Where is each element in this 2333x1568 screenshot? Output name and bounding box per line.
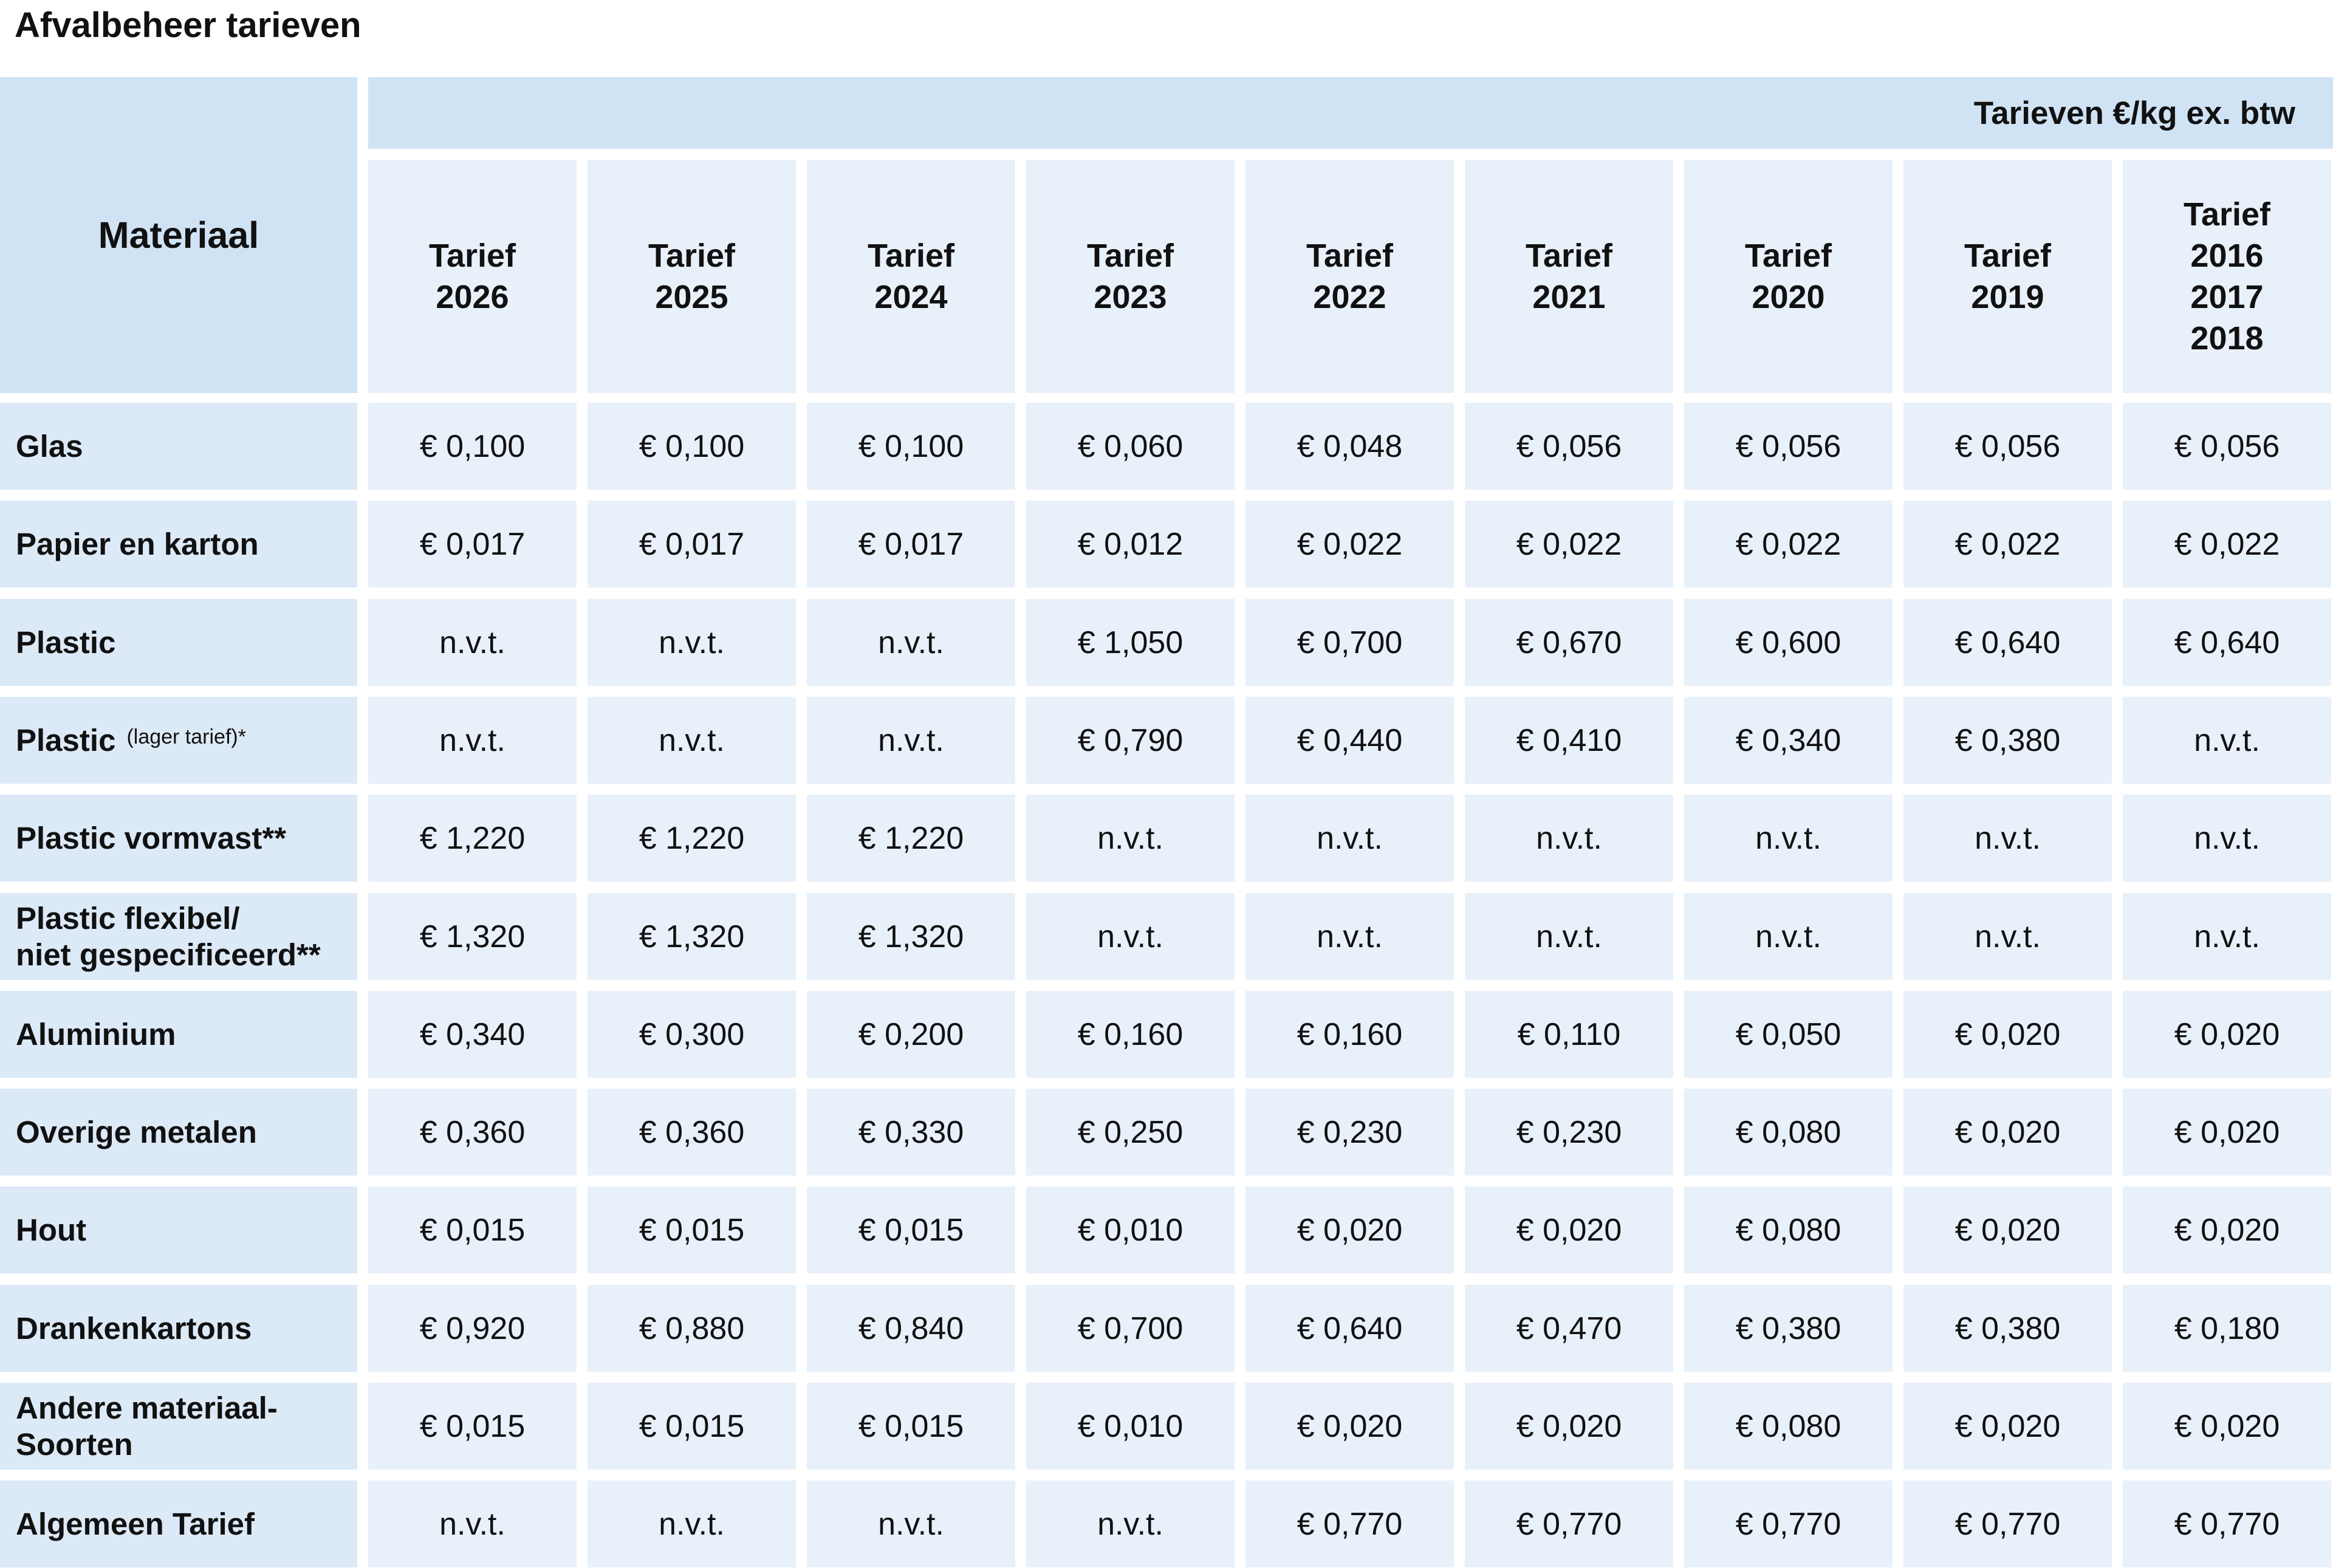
tariff-value: € 0,410 bbox=[1465, 697, 1673, 784]
tariff-value: € 0,022 bbox=[2123, 501, 2331, 587]
row-label bbox=[0, 991, 357, 1078]
tariff-value: € 0,250 bbox=[1026, 1089, 1235, 1176]
column-header: Tarief 2021 bbox=[1465, 160, 1673, 393]
tariff-value: € 1,320 bbox=[807, 893, 1015, 980]
tariff-value: € 0,022 bbox=[1245, 501, 1454, 587]
tariff-value: € 0,015 bbox=[807, 1383, 1015, 1470]
tariff-value: n.v.t. bbox=[1026, 893, 1235, 980]
column-header: Tarief 2016 2017 2018 bbox=[2123, 160, 2331, 393]
tariff-value: € 0,017 bbox=[368, 501, 577, 587]
row-label-text: Aluminium bbox=[16, 1016, 176, 1052]
tariff-value: n.v.t. bbox=[1245, 893, 1454, 980]
tariff-value: € 0,080 bbox=[1684, 1186, 1893, 1273]
tariff-value: € 0,048 bbox=[1245, 403, 1454, 490]
tariff-value: n.v.t. bbox=[1684, 893, 1893, 980]
tariff-value: € 0,230 bbox=[1245, 1089, 1454, 1176]
tariff-value: € 0,380 bbox=[1684, 1285, 1893, 1372]
tariff-value: € 0,020 bbox=[1903, 1089, 2112, 1176]
tariff-value: € 0,010 bbox=[1026, 1186, 1235, 1273]
row-label bbox=[0, 1285, 357, 1372]
tariff-value: n.v.t. bbox=[1465, 795, 1673, 882]
tariff-value: € 0,330 bbox=[807, 1089, 1015, 1176]
tariff-value: € 0,920 bbox=[368, 1285, 577, 1372]
row-label bbox=[0, 1089, 357, 1176]
tariff-value: n.v.t. bbox=[2123, 697, 2331, 784]
row-label-text: Plastic flexibel/ niet gespecificeerd** bbox=[16, 900, 321, 972]
unit-header: Tarieven €/kg ex. btw bbox=[368, 77, 2333, 149]
tariff-value: n.v.t. bbox=[588, 599, 796, 686]
tariff-value: € 0,056 bbox=[1684, 403, 1893, 490]
row-label bbox=[0, 1383, 357, 1470]
tariff-value: n.v.t. bbox=[588, 1481, 796, 1567]
tariff-value: € 0,770 bbox=[1465, 1481, 1673, 1567]
tariff-value: € 0,380 bbox=[1903, 1285, 2112, 1372]
tariff-value: € 0,012 bbox=[1026, 501, 1235, 587]
tariff-value: n.v.t. bbox=[1026, 795, 1235, 882]
tariff-value: n.v.t. bbox=[368, 697, 577, 784]
tariff-value: n.v.t. bbox=[368, 1481, 577, 1567]
tariff-value: € 0,020 bbox=[1245, 1383, 1454, 1470]
column-header: Tarief 2024 bbox=[807, 160, 1015, 393]
column-header: Tarief 2020 bbox=[1684, 160, 1893, 393]
tariff-value: n.v.t. bbox=[1903, 893, 2112, 980]
tariff-value: € 0,300 bbox=[588, 991, 796, 1078]
row-label-note: (lager tarief)* bbox=[126, 725, 246, 748]
tariff-value: n.v.t. bbox=[807, 697, 1015, 784]
material-column-header: Materiaal bbox=[0, 77, 357, 393]
tariff-value: € 0,100 bbox=[588, 403, 796, 490]
column-header: Tarief 2019 bbox=[1903, 160, 2112, 393]
tariff-value: € 1,050 bbox=[1026, 599, 1235, 686]
row-label bbox=[0, 795, 357, 882]
tariff-value: € 1,220 bbox=[368, 795, 577, 882]
tariff-value: € 0,080 bbox=[1684, 1089, 1893, 1176]
tariff-value: € 0,360 bbox=[588, 1089, 796, 1176]
tariff-value: € 0,640 bbox=[1245, 1285, 1454, 1372]
column-header: Tarief 2022 bbox=[1245, 160, 1454, 393]
tariff-value: € 0,015 bbox=[368, 1383, 577, 1470]
tariff-value: € 0,180 bbox=[2123, 1285, 2331, 1372]
tariff-value: € 0,380 bbox=[1903, 697, 2112, 784]
column-header: Tarief 2026 bbox=[368, 160, 577, 393]
page-title: Afvalbeheer tarieven bbox=[15, 5, 361, 45]
row-label-text: Plastic vormvast** bbox=[16, 820, 287, 855]
tariff-value: € 0,020 bbox=[1245, 1186, 1454, 1273]
tariff-value: € 0,022 bbox=[1903, 501, 2112, 587]
tariff-value: € 0,160 bbox=[1245, 991, 1454, 1078]
column-header: Tarief 2025 bbox=[588, 160, 796, 393]
tariff-value: € 0,770 bbox=[1245, 1481, 1454, 1567]
tariff-value: € 0,056 bbox=[1465, 403, 1673, 490]
tariff-value: € 0,600 bbox=[1684, 599, 1893, 686]
row-label-text: Algemeen Tarief bbox=[16, 1506, 255, 1541]
row-label-text: Hout bbox=[16, 1212, 87, 1247]
tariff-value: € 0,230 bbox=[1465, 1089, 1673, 1176]
tariff-value: n.v.t. bbox=[1684, 795, 1893, 882]
tariff-value: € 0,100 bbox=[368, 403, 577, 490]
row-label-text: Plastic bbox=[16, 722, 116, 758]
tariff-value: n.v.t. bbox=[2123, 795, 2331, 882]
tariff-value: € 0,015 bbox=[588, 1186, 796, 1273]
tariff-value: € 0,020 bbox=[2123, 1383, 2331, 1470]
tariff-value: € 0,020 bbox=[2123, 1186, 2331, 1273]
tariff-value: € 0,017 bbox=[588, 501, 796, 587]
row-label-text: Drankenkartons bbox=[16, 1310, 252, 1346]
tariff-value: € 0,015 bbox=[807, 1186, 1015, 1273]
tariff-value: € 0,010 bbox=[1026, 1383, 1235, 1470]
tariff-value: € 0,470 bbox=[1465, 1285, 1673, 1372]
tariff-value: n.v.t. bbox=[1026, 1481, 1235, 1567]
tariff-value: n.v.t. bbox=[1245, 795, 1454, 882]
tariff-value: € 0,340 bbox=[368, 991, 577, 1078]
tariff-value: € 0,880 bbox=[588, 1285, 796, 1372]
tariff-value: n.v.t. bbox=[1903, 795, 2112, 882]
tariff-value: € 0,840 bbox=[807, 1285, 1015, 1372]
tariff-value: € 0,050 bbox=[1684, 991, 1893, 1078]
tariff-value: € 0,100 bbox=[807, 403, 1015, 490]
row-label bbox=[0, 893, 357, 980]
tariff-value: € 0,020 bbox=[2123, 991, 2331, 1078]
row-label bbox=[0, 1186, 357, 1273]
tariff-value: € 0,700 bbox=[1026, 1285, 1235, 1372]
tariff-value: € 0,020 bbox=[1903, 991, 2112, 1078]
tariff-value: € 0,770 bbox=[1684, 1481, 1893, 1567]
tariff-value: € 0,056 bbox=[1903, 403, 2112, 490]
tariff-value: € 0,017 bbox=[807, 501, 1015, 587]
row-label bbox=[0, 599, 357, 686]
tariff-value: € 0,015 bbox=[368, 1186, 577, 1273]
tariff-value: € 0,160 bbox=[1026, 991, 1235, 1078]
tariff-value: € 0,056 bbox=[2123, 403, 2331, 490]
row-label-text: Andere materiaal- Soorten bbox=[16, 1390, 278, 1462]
row-label-text: Papier en karton bbox=[16, 526, 259, 561]
row-label-text: Glas bbox=[16, 428, 83, 464]
tariff-value: n.v.t. bbox=[368, 599, 577, 686]
tariff-value: € 0,015 bbox=[588, 1383, 796, 1470]
tariff-value: € 1,320 bbox=[368, 893, 577, 980]
tariff-value: € 0,110 bbox=[1465, 991, 1673, 1078]
tariff-value: € 1,220 bbox=[588, 795, 796, 882]
tariff-value: € 0,700 bbox=[1245, 599, 1454, 686]
tariff-value: € 0,022 bbox=[1684, 501, 1893, 587]
tariff-value: n.v.t. bbox=[1465, 893, 1673, 980]
tariff-value: € 0,020 bbox=[1465, 1383, 1673, 1470]
tariff-value: € 0,770 bbox=[1903, 1481, 2112, 1567]
tariff-value: € 0,060 bbox=[1026, 403, 1235, 490]
tariff-value: € 0,020 bbox=[2123, 1089, 2331, 1176]
tariff-value: n.v.t. bbox=[2123, 893, 2331, 980]
tariff-value: € 0,360 bbox=[368, 1089, 577, 1176]
tariff-value: € 0,020 bbox=[1465, 1186, 1673, 1273]
tariff-value: € 0,670 bbox=[1465, 599, 1673, 686]
tariff-value: € 0,340 bbox=[1684, 697, 1893, 784]
tariff-value: € 0,080 bbox=[1684, 1383, 1893, 1470]
tariff-value: € 0,640 bbox=[2123, 599, 2331, 686]
tariff-value: € 1,220 bbox=[807, 795, 1015, 882]
tariff-value: € 0,770 bbox=[2123, 1481, 2331, 1567]
tariff-value: n.v.t. bbox=[807, 599, 1015, 686]
tariff-value: € 0,640 bbox=[1903, 599, 2112, 686]
row-label bbox=[0, 1481, 357, 1567]
tariff-value: n.v.t. bbox=[588, 697, 796, 784]
tariff-value: € 0,020 bbox=[1903, 1186, 2112, 1273]
tariff-value: € 0,790 bbox=[1026, 697, 1235, 784]
row-label bbox=[0, 501, 357, 587]
row-label-text: Plastic bbox=[16, 625, 116, 660]
row-label bbox=[0, 403, 357, 490]
tariff-value: € 0,440 bbox=[1245, 697, 1454, 784]
tariff-value: € 0,200 bbox=[807, 991, 1015, 1078]
row-label bbox=[0, 697, 357, 784]
column-header: Tarief 2023 bbox=[1026, 160, 1235, 393]
tariff-value: € 0,022 bbox=[1465, 501, 1673, 587]
tariff-value: € 0,020 bbox=[1903, 1383, 2112, 1470]
row-label-text: Overige metalen bbox=[16, 1114, 257, 1149]
tariff-value: € 1,320 bbox=[588, 893, 796, 980]
tariff-value: n.v.t. bbox=[807, 1481, 1015, 1567]
